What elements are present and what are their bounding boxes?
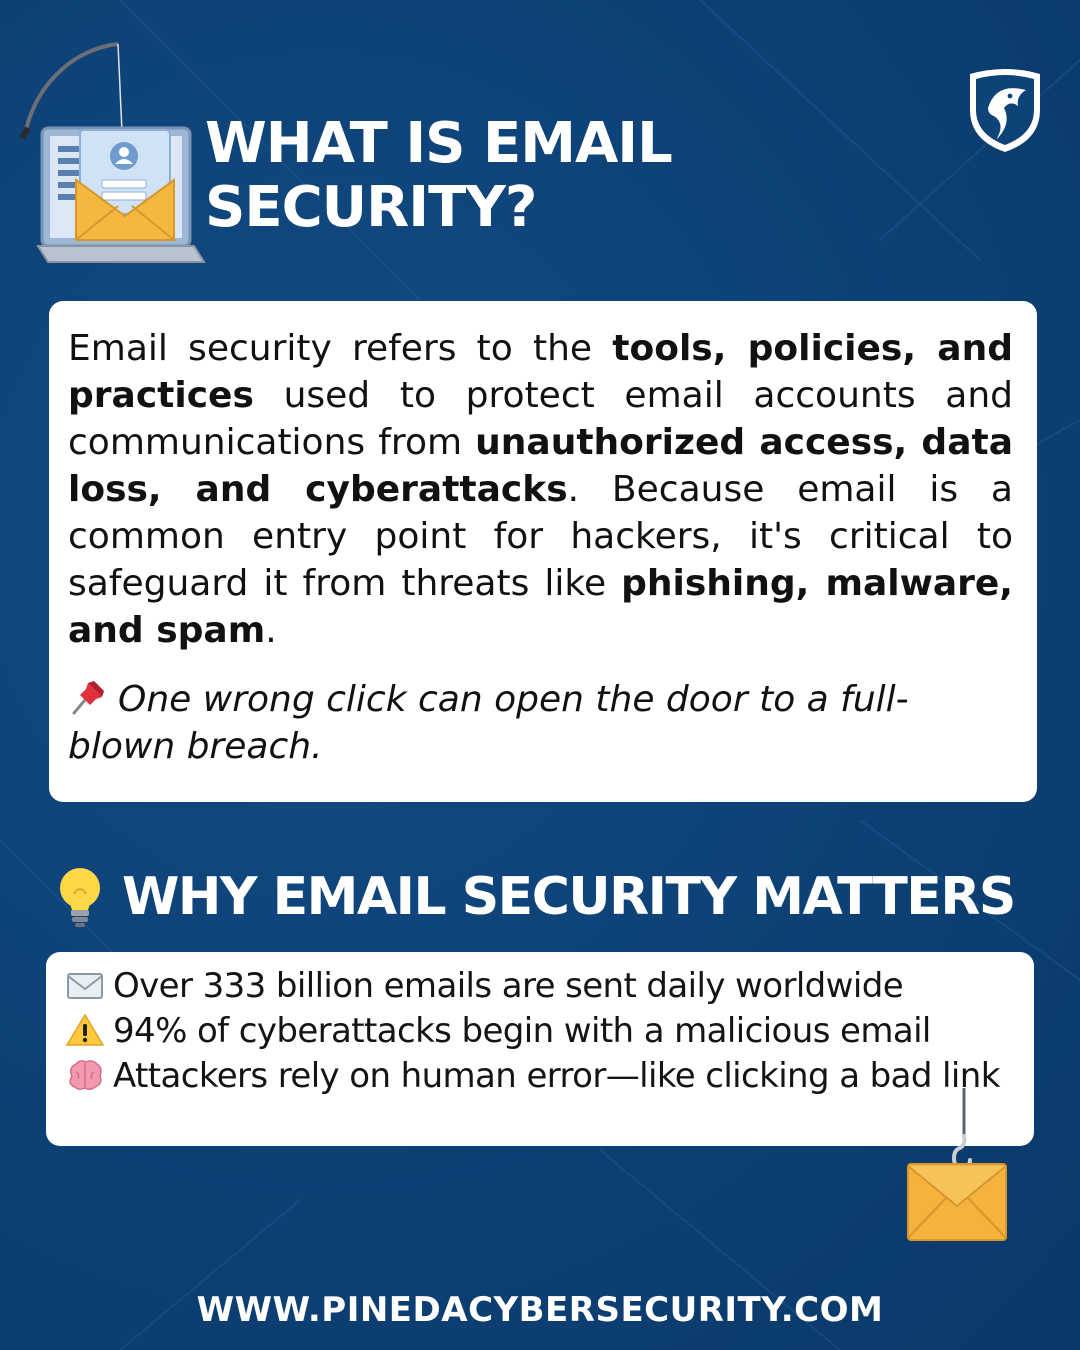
definition-text-4: .: [265, 610, 277, 651]
page-title-line2: SECURITY?: [205, 175, 537, 240]
stat-item-cyberattacks: [66, 1009, 1014, 1054]
definition-text-3: . Because email is a common entry point for hackers, it's critical to safeguard it from threats like: [68, 469, 1013, 604]
lightbulb-icon: [52, 864, 108, 930]
definition-bold-2: unauthorized access, data loss, and cyberattacks: [68, 422, 1013, 510]
why-section-heading: [52, 862, 1052, 932]
stat-item-emails-sent: [66, 964, 1014, 1009]
definition-card: [49, 301, 1037, 802]
envelope-icon: [66, 968, 104, 1002]
why-section-title: WHY EMAIL SECURITY MATTERS: [122, 867, 1015, 927]
hooked-envelope-icon: [900, 1088, 1015, 1248]
definition-text-1: Email security refers to the: [68, 328, 613, 369]
warning-quote-text: One wrong click can open the door to a full-blown breach.: [68, 679, 909, 767]
page-title: [205, 112, 765, 240]
eagle-shield-logo-icon: [966, 66, 1044, 154]
brain-icon: [66, 1058, 104, 1092]
page-title-line1: WHAT IS EMAIL: [205, 111, 672, 176]
stats-list: [66, 964, 1014, 1099]
warning-quote: [68, 676, 1013, 770]
definition-paragraph: [68, 325, 1013, 654]
stat-text-cyberattacks: 94% of cyberattacks begin with a malicious email: [113, 1011, 931, 1051]
stat-item-human-error: [66, 1054, 1014, 1099]
stat-text-human-error: Attackers rely on human error—like clicking a bad link: [113, 1056, 1000, 1096]
definition-text-2: used to protect email accounts and communications from: [68, 375, 1013, 463]
warning-icon: [66, 1013, 104, 1047]
definition-bold-3: phishing, malware, and spam: [68, 563, 1013, 651]
definition-bold-1: tools, policies, and practices: [68, 328, 1013, 416]
stats-card: [46, 952, 1034, 1146]
website-url[interactable]: WWW.PINEDACYBERSECURITY.COM: [196, 1290, 884, 1330]
pushpin-icon: [68, 677, 108, 717]
stat-text-emails-sent: Over 333 billion emails are sent daily worldwide: [113, 966, 904, 1006]
phishing-laptop-envelope-icon: [18, 40, 208, 270]
